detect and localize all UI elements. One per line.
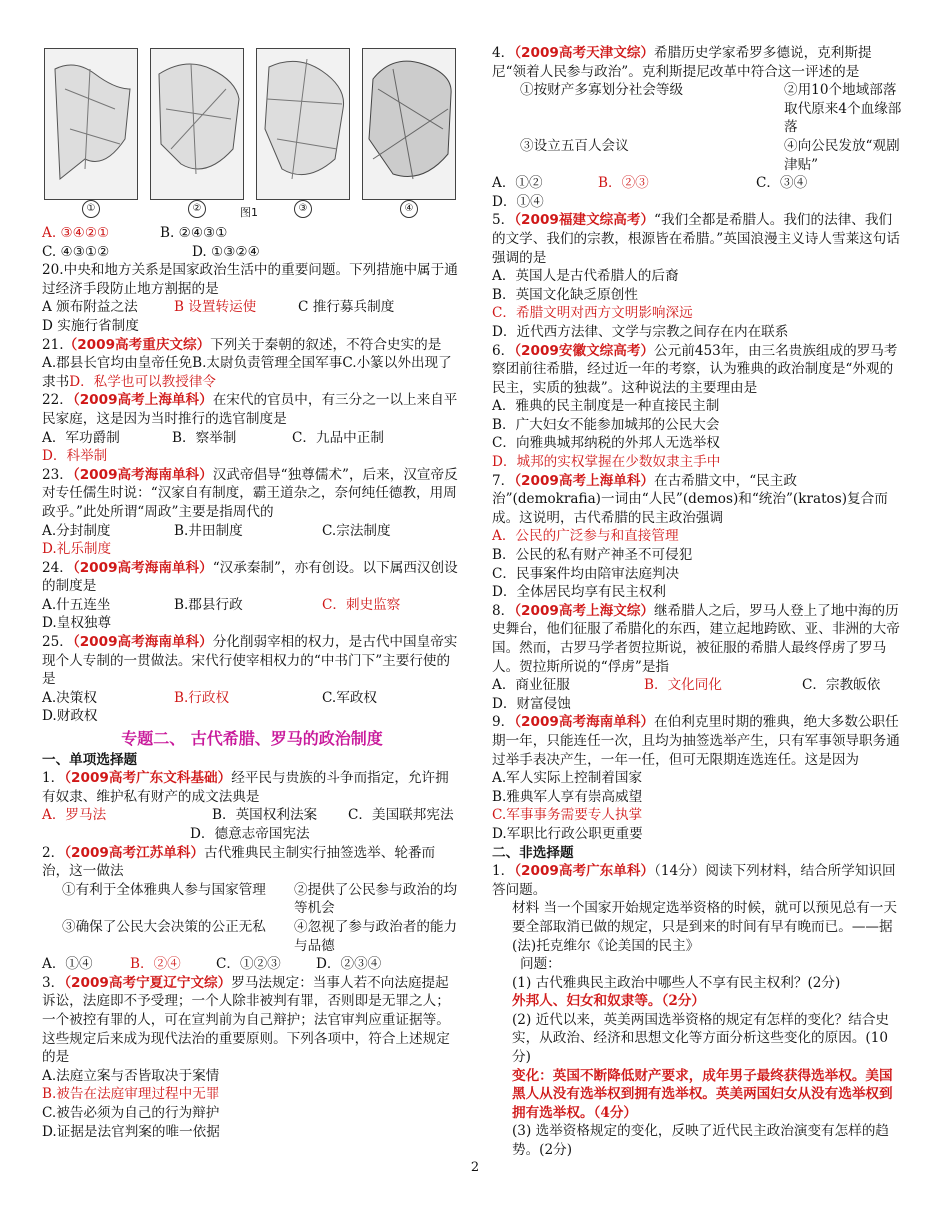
- s2-option-d: D．②③④: [316, 956, 382, 973]
- q25-option-c: C.军政权: [322, 689, 378, 706]
- map-label-1: ①: [82, 200, 100, 218]
- q19-options: [42, 224, 462, 261]
- s4-statement-2: ②用10个地域部落取代原来4个血缘部落: [784, 82, 902, 136]
- n1-material: 材料 当一个国家开始规定选举资格的时候，就可以预见总有一天要全部取消已做的规定，只是到来的时间有早有晚而已。——据(法)托克维尔《论美国的民主》: [512, 900, 897, 954]
- s7-option-d: D．全体居民均享有民主权利: [492, 584, 667, 601]
- s9-option-b: B.雅典军人享有崇高威望: [492, 788, 643, 805]
- s7-option-b: B．公民的私有财产神圣不可侵犯: [492, 547, 693, 564]
- n1-question-3: (3) 选举资格规定的变化，反映了近代民主政治演变有怎样的趋势。(2分): [512, 1123, 890, 1159]
- q24-stem: 24．（2009高考海南单科）“汉承秦制”，亦有创设。以下属西汉创设的制度是: [42, 559, 458, 595]
- s1-option-a: A．罗马法: [42, 807, 107, 824]
- q23-option-a: A.分封制度: [42, 522, 111, 539]
- s4-option-b: B．②③: [598, 175, 649, 192]
- n1-question-1: (1) 古代雅典民主政治中哪些人不享有民主权利？(2分): [512, 974, 841, 991]
- s2-statements: [42, 881, 462, 955]
- s7-option-a: A．公民的广泛参与和直接管理: [492, 528, 679, 545]
- s1-option-c: C．美国联邦宪法: [348, 807, 454, 824]
- s5-option-d: D．近代西方法律、文学与宗教之间存在内在联系: [492, 323, 789, 340]
- section-subtitle-2: 二、非选择题: [492, 844, 574, 861]
- q23-option-c: C.宗法制度: [322, 522, 391, 539]
- q19-option-a: A. ③④②①: [42, 225, 110, 241]
- s2-statement-1: ①有利于全体雅典人参与国家管理: [62, 881, 266, 898]
- s4-stem: 4．（2009高考天津文综）希腊历史学家希罗多德说，克利斯提尼“领着人民参与政治”。克利斯提尼改革中符合这一评述的是: [492, 45, 872, 80]
- s1-option-d: D．德意志帝国宪法: [190, 826, 310, 842]
- q22-stem: 22．（2009高考上海单科）在宋代的官员中，有三分之一以上来自平民家庭，这是因为当时推行的选官制度是: [42, 392, 458, 427]
- q23-options: [42, 522, 462, 559]
- q25-stem: 25．（2009高考海南单科）分化削弱宰相的权力，是古代中国皇帝实现个人专制的一贯做法。宋代行使宰相权力的“中书门下”主要行使的是: [42, 634, 458, 688]
- s8-option-b: B．文化同化: [644, 677, 722, 694]
- map-label-3: ③: [294, 200, 312, 218]
- s6-option-b: B．广大妇女不能参加城邦的公民大会: [492, 416, 720, 433]
- q21-option-b: B.太尉负责管理全国军事: [192, 355, 343, 372]
- s5-option-a: A．英国人是古代希腊人的后裔: [492, 268, 679, 285]
- map-1: [44, 48, 138, 200]
- q24-option-c: C．刺史监察: [322, 596, 401, 613]
- page-number: 2: [470, 1160, 480, 1175]
- s7-option-c: C．民事案件均由陪审法庭判决: [492, 565, 680, 582]
- s2-option-c: C．①②③: [216, 956, 281, 973]
- q20-stem: 20.中央和地方关系是国家政治生活中的重要问题。下列措施中属于通过经济手段防止地方割据的是: [42, 262, 458, 297]
- s2-option-a: A．①④: [42, 956, 93, 973]
- s2-options: [42, 955, 462, 974]
- q22-options: [42, 429, 462, 466]
- s3-options: [42, 1067, 462, 1141]
- s3-option-a: A.法庭立案与否皆取决于案情: [42, 1067, 220, 1084]
- s7-options: [492, 527, 902, 601]
- q21-option-d: D．私学也可以教授律令: [69, 373, 217, 390]
- figure-caption: 图1: [240, 206, 258, 219]
- map-figure: [42, 44, 460, 224]
- q23-stem: 23．（2009高考海南单科）汉武帝倡导“独尊儒术”，后来，汉宣帝反对专任儒生时说：“汉家自有制度，霸王道杂之，奈何纯任德教，用周政乎。”此处所谓“周政”主要是指周代的: [42, 466, 458, 520]
- section-subtitle: 一、单项选择题: [42, 751, 138, 768]
- s6-option-c: C．向雅典城邦纳税的外邦人无选举权: [492, 435, 720, 452]
- s2-stem: 2．（2009高考江苏单科）古代雅典民主制实行抽签选举、轮番而治，这一做法: [42, 844, 436, 880]
- s4-statement-3: ③设立五百人会议: [520, 137, 629, 154]
- s4-option-a: A．①②: [492, 175, 543, 192]
- n1-answer-2: 变化：英国不断降低财产要求，成年男子最终获得选举权。美国黑人从没有选举权到拥有选举权。英美两国妇女从没有选举权到拥有选举权。（4分）: [512, 1067, 893, 1121]
- q19-option-d: D. ①③②④: [192, 243, 260, 260]
- n1-questions-label: 问题：: [520, 956, 561, 973]
- map-4: [362, 48, 456, 200]
- s4-statement-4: ④向公民发放“观剧津贴”: [784, 137, 900, 173]
- section-title: 专题二、 古代希腊、罗马的政治制度: [121, 729, 383, 749]
- s3-option-c: C.被告必须为自己的行为辩护: [42, 1104, 220, 1121]
- q24-option-a: A.什五连坐: [42, 596, 111, 613]
- q25-options: [42, 689, 462, 726]
- s5-option-b: B．英国文化缺乏原创性: [492, 286, 638, 303]
- s2-option-b: B．②④: [130, 956, 181, 973]
- s9-option-c: C.军事事务需要专人执掌: [492, 807, 643, 824]
- s5-stem: 5．（2009福建文综高考）“我们全都是希腊人。我们的法律、我们的文学、我们的宗教，根源皆在希腊。”英国浪漫主义诗人雪莱这句话强调的是: [492, 212, 900, 266]
- q22-option-c: C．九品中正制: [292, 429, 384, 446]
- map-3: [256, 48, 350, 200]
- s8-option-c: C．宗教皈依: [802, 677, 881, 694]
- q21-option-c: C.小篆以外出现了隶书: [42, 355, 452, 390]
- s6-options: [492, 397, 902, 471]
- s8-stem: 8．（2009高考上海文综）继希腊人之后，罗马人登上了地中海的历史舞台，他们征服了希腊化的东西，建立起地跨欧、亚、非洲的大帝国。然而，古罗马学者贺拉斯说，被征服的希腊人最终俘虏了罗马人。贺拉斯所说的“俘虏”是指: [492, 602, 900, 675]
- q20-options: [42, 298, 462, 335]
- s4-option-d: D．①④: [492, 193, 544, 210]
- q25-option-d: D.财政权: [42, 708, 98, 725]
- q24-option-b: B.郡县行政: [174, 596, 243, 613]
- q20-option-b: B 设置转运使: [174, 299, 257, 316]
- s1-stem: 1．（2009高考广东文科基础）经平民与贵族的斗争而指定，允许拥有奴隶、维护私有财产的成文法典是: [42, 770, 449, 805]
- q19-option-c: C. ④③①②: [42, 243, 110, 260]
- q19-option-b: B. ②④③①: [160, 225, 228, 241]
- s3-option-d: D.证据是法官判案的唯一依据: [42, 1123, 220, 1140]
- s6-option-a: A．雅典的民主制度是一种直接民主制: [492, 398, 720, 415]
- s6-stem: 6．（2009安徽文综高考）公元前453年，由三名贵族组成的罗马考察团前往希腊，经过近一年的考察，认为雅典的政治制度是“外观的民主，实质的独裁”。这种说法的主要理由是: [492, 342, 898, 396]
- s4-options: [492, 174, 902, 211]
- q22-option-d: D．科举制: [42, 448, 108, 465]
- right-column: [492, 44, 902, 1160]
- s6-option-d: D．城邦的实权掌握在少数奴隶主手中: [492, 454, 721, 471]
- n1-answer-1: 外邦人、妇女和奴隶等。（2分）: [512, 993, 705, 1010]
- q23-option-d: D.礼乐制度: [42, 541, 112, 558]
- q20-option-c: C 推行募兵制度: [298, 299, 395, 316]
- q23-option-b: B.井田制度: [174, 522, 243, 539]
- s7-stem: 7．（2009高考上海单科）在古希腊文中，“民主政治”(demokrafia)一词由“人民”(demos)和“统治”(kratos)复合而成。这说明，古代希腊的民主政治强调: [492, 472, 888, 526]
- s3-stem: 3．（2009高考宁夏辽宁文综）罗马法规定：当事人若不向法庭提起诉讼，法庭即不予受理；一个人除非被判有罪，否则即是无罪之人；一个被控有罪的人，可在宣判前为自己辩护；法官审判应重证据等。这些规定后来成为现代法治的重要原则。下列各项中，符合上述规定的是: [42, 974, 450, 1066]
- q22-option-b: B．察举制: [172, 429, 237, 446]
- s1-option-b: B．英国权利法案: [212, 807, 318, 824]
- n1-question-2: (2) 近代以来，英美两国选举资格的规定有怎样的变化？结合史实，从政治、经济和思想文化等方面分析这些变化的原因。(10分): [512, 1011, 890, 1066]
- s9-option-a: A.军人实际上控制着国家: [492, 770, 643, 787]
- s9-stem: 9．（2009高考海南单科）在伯利克里时期的雅典，绝大多数公职任期一年，只能连任一次，且均为抽签选举产生，只有军事领导职务通过举手表决产生，一年一任，但可无限期连选连任。这是因为: [492, 714, 900, 768]
- s8-option-a: A．商业征服: [492, 677, 570, 694]
- s2-statement-3: ③确保了公民大会决策的公正无私: [62, 918, 266, 935]
- q24-options: [42, 596, 462, 633]
- s5-option-c: C．希腊文明对西方文明影响深远: [492, 305, 693, 322]
- s8-option-d: D．财富侵蚀: [492, 695, 571, 712]
- q21-option-a: A.郡县长官均由皇帝任免: [42, 355, 193, 372]
- q21-stem: 21.（2009高考重庆文综）下列关于秦朝的叙述，不符合史实的是: [42, 336, 442, 353]
- s8-options: [492, 676, 902, 713]
- s4-statement-1: ①按财产多寡划分社会等级: [520, 82, 684, 99]
- n1-stem: 1．（2009高考广东单科）（14分）阅读下列材料，结合所学知识回答问题。: [492, 863, 896, 898]
- s3-option-b: B.被告在法庭审理过程中无罪: [42, 1086, 220, 1103]
- s9-options: [492, 769, 902, 843]
- s2-statement-2: ②提供了公民参与政治的均等机会: [294, 881, 458, 917]
- map-2: [150, 48, 244, 200]
- left-column: [42, 44, 462, 1141]
- map-label-2: ②: [188, 200, 206, 218]
- q20-option-a: A 颁布附益之法: [42, 299, 138, 316]
- q24-option-d: D.皇权独尊: [42, 615, 112, 632]
- map-label-4: ④: [400, 200, 418, 218]
- q25-option-b: B.行政权: [174, 689, 230, 706]
- s2-statement-4: ④忽视了参与政治者的能力与品德: [294, 918, 458, 954]
- q21-options: [42, 354, 462, 391]
- s4-statements: [492, 81, 902, 174]
- s1-options: [42, 806, 462, 843]
- q22-option-a: A．军功爵制: [42, 429, 120, 446]
- s9-option-d: D.军职比行政公职更重要: [492, 825, 643, 842]
- s4-option-c: C．③④: [756, 175, 808, 192]
- s5-options: [492, 267, 902, 341]
- q20-option-d: D 实施行省制度: [42, 317, 139, 334]
- q25-option-a: A.决策权: [42, 689, 97, 706]
